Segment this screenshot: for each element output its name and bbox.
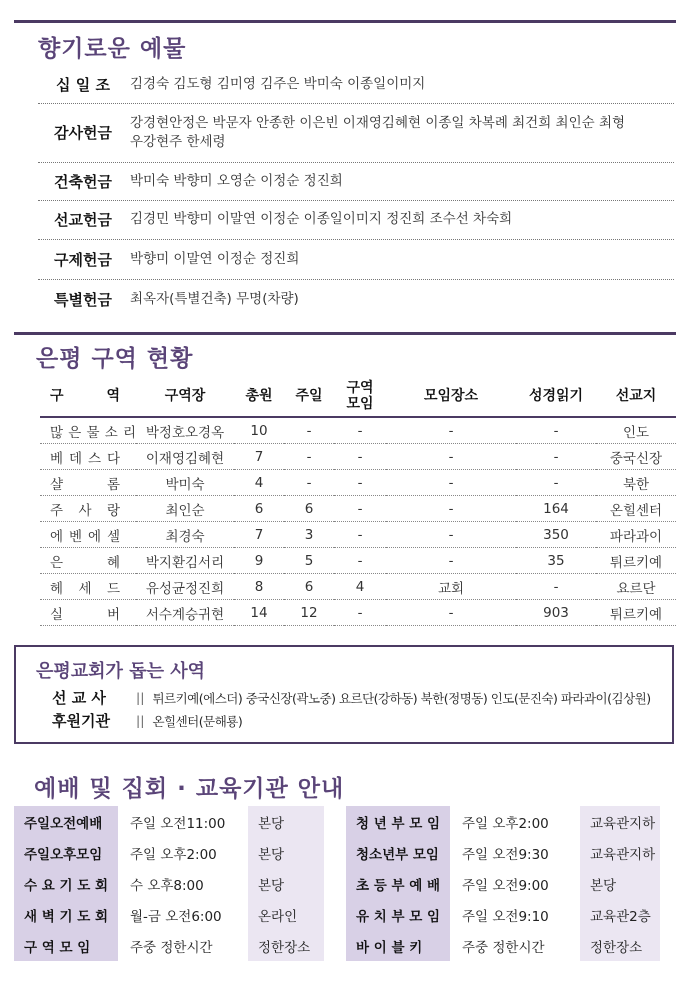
district-leader: 박미숙 (136, 470, 234, 496)
col-place: 모임장소 (386, 376, 516, 417)
district-meeting: - (334, 600, 386, 626)
schedule-label: 청 년 부 모 임 (346, 806, 450, 837)
top-rule (14, 20, 676, 23)
schedule-label: 청소년부 모임 (346, 837, 450, 868)
district-sunday: 6 (284, 574, 334, 600)
schedule-title: 예배 및 집회 · 교육기관 안내 (34, 776, 345, 802)
district-meeting: - (334, 470, 386, 496)
district-place: - (386, 522, 516, 548)
offerings-title: 향기로운 예물 (38, 36, 187, 62)
mission-row-sponsors (52, 710, 242, 731)
district-meeting: - (334, 548, 386, 574)
district-sunday: - (284, 470, 334, 496)
schedule-time: 주일 오전11:00 (118, 806, 248, 837)
schedule-time: 주중 정한시간 (118, 930, 248, 961)
table-header-row (40, 376, 676, 417)
schedule-label: 유 치 부 모 임 (346, 899, 450, 930)
mission-text: 튀르키예(에스더) 중국신장(곽노중) 요르단(강하동) 북한(정명동) 인도(문진숙) 파라과이(김상원) (152, 690, 651, 706)
district-name (40, 470, 136, 496)
schedule-label: 바 이 블 키 (346, 930, 450, 961)
district-place: - (386, 417, 516, 444)
district-name (40, 600, 136, 626)
schedule-place: 교육관지하 (580, 837, 660, 868)
district-place: - (386, 470, 516, 496)
offering-names: 박미숙 박향미 오영순 이정순 정진희 (130, 172, 343, 189)
schedule-label: 수 요 기 도 회 (14, 868, 118, 899)
schedule-time: 주일 오전9:00 (450, 868, 580, 899)
table-row (40, 496, 676, 522)
district-sunday: - (284, 417, 334, 444)
district-name-text: 은 혜 (50, 554, 120, 571)
table-row (40, 600, 676, 626)
offering-names: 강경현안정은 박문자 안종한 이은빈 이재영김혜현 이종일 차복례 최건희 최인순 최형우강현주 한세령 (130, 114, 626, 150)
districts-rule (14, 332, 676, 335)
offering-label: 선교헌금 (54, 211, 112, 229)
mission-label: 선 교 사 (52, 689, 106, 707)
schedule-place: 온라인 (248, 899, 324, 930)
district-total: 7 (234, 444, 284, 470)
district-name-text: 실 버 (50, 606, 120, 623)
offering-row-building (38, 162, 674, 201)
table-row (40, 417, 676, 444)
district-bible: - (516, 444, 596, 470)
schedule-place: 정한장소 (580, 930, 660, 961)
offering-label: 특별헌금 (54, 290, 112, 309)
offering-label: 구제헌금 (54, 250, 112, 269)
district-leader: 서수계승귀현 (136, 600, 234, 626)
district-bible: 903 (516, 600, 596, 626)
district-bible: 350 (516, 522, 596, 548)
offering-row-thanks (38, 103, 674, 163)
district-meeting: - (334, 417, 386, 444)
district-mission: 튀르키예 (596, 600, 676, 626)
district-mission: 중국신장 (596, 444, 676, 470)
schedule-place: 정한장소 (248, 930, 324, 961)
district-name-text: 주 사 랑 (50, 502, 120, 519)
district-leader: 박지환김서리 (136, 548, 234, 574)
district-total: 4 (234, 470, 284, 496)
district-mission: 요르단 (596, 574, 676, 600)
mission-label: 후원기관 (52, 712, 110, 730)
district-sunday: - (284, 444, 334, 470)
offering-label: 감사헌금 (54, 124, 112, 142)
schedule-label: 주일오후모임 (14, 837, 118, 868)
district-sunday: 5 (284, 548, 334, 574)
schedule-place: 본당 (248, 806, 324, 837)
district-total: 6 (234, 496, 284, 522)
district-name-text: 베 데 스 다 (50, 450, 120, 467)
district-name-text: 샬 롬 (50, 476, 120, 493)
district-total: 7 (234, 522, 284, 548)
offering-row-tithe (38, 66, 674, 104)
schedule-place: 교육관지하 (580, 806, 660, 837)
schedule-label: 새 벽 기 도 회 (14, 899, 118, 930)
district-total: 14 (234, 600, 284, 626)
separator: || (136, 690, 145, 705)
mission-title: 은평교회가 돕는 사역 (36, 661, 206, 682)
district-mission: 파라과이 (596, 522, 676, 548)
district-mission: 인도 (596, 417, 676, 444)
districts-title: 은평 구역 현황 (36, 346, 194, 372)
district-meeting: 4 (334, 574, 386, 600)
schedule-time: 주중 정한시간 (450, 930, 580, 961)
mission-text: 온힐센터(문해룡) (152, 713, 243, 729)
schedule-label: 주일오전예배 (14, 806, 118, 837)
district-total: 8 (234, 574, 284, 600)
schedule-label: 초 등 부 예 배 (346, 868, 450, 899)
district-sunday: 3 (284, 522, 334, 548)
mission-box (14, 645, 674, 744)
district-bible: - (516, 470, 596, 496)
schedule-time: 주일 오후2:00 (450, 806, 580, 837)
schedule-place: 본당 (248, 868, 324, 899)
table-row (40, 522, 676, 548)
district-name-text: 많 은 물 소 리 (50, 424, 136, 441)
schedule-place: 본당 (580, 868, 660, 899)
schedule-time: 주일 오전9:30 (450, 837, 580, 868)
col-bible: 성경읽기 (516, 376, 596, 417)
district-place: - (386, 496, 516, 522)
col-mission: 선교지 (596, 376, 676, 417)
table-row (40, 470, 676, 496)
schedule-left (14, 806, 324, 961)
district-name (40, 444, 136, 470)
district-total: 9 (234, 548, 284, 574)
district-meeting: - (334, 496, 386, 522)
district-name (40, 548, 136, 574)
col-total: 총원 (234, 376, 284, 417)
district-bible: - (516, 417, 596, 444)
district-name (40, 522, 136, 548)
separator: || (136, 713, 145, 728)
offering-label: 건축헌금 (54, 172, 112, 191)
district-sunday: 12 (284, 600, 334, 626)
district-meeting: - (334, 522, 386, 548)
offering-row-special (38, 279, 674, 319)
schedule-label: 구 역 모 임 (14, 930, 118, 961)
district-leader: 최인순 (136, 496, 234, 522)
schedule-time: 주일 오전9:10 (450, 899, 580, 930)
schedule-time: 주일 오후2:00 (118, 837, 248, 868)
offering-row-mission (38, 200, 674, 240)
offering-names: 최옥자(특별건축) 무명(차량) (130, 290, 299, 307)
district-name-text: 에 벤 에 셀 (50, 528, 120, 545)
district-mission: 온힐센터 (596, 496, 676, 522)
table-row (40, 444, 676, 470)
schedule-right (346, 806, 660, 961)
district-sunday: 6 (284, 496, 334, 522)
col-leader: 구역장 (136, 376, 234, 417)
offering-names: 김경숙 김도형 김미영 김주은 박미숙 이종일이미지 (130, 76, 426, 92)
district-name (40, 417, 136, 444)
district-leader: 최경숙 (136, 522, 234, 548)
district-mission: 북한 (596, 470, 676, 496)
district-bible: 35 (516, 548, 596, 574)
district-name (40, 496, 136, 522)
district-mission: 튀르키예 (596, 548, 676, 574)
district-place: 교회 (386, 574, 516, 600)
district-place: - (386, 548, 516, 574)
district-name (40, 574, 136, 600)
district-meeting: - (334, 444, 386, 470)
schedule-time: 월-금 오전6:00 (118, 899, 248, 930)
offering-names: 김경민 박향미 이말연 이정순 이종일이미지 정진희 조수선 차숙희 (130, 211, 513, 227)
district-leader: 이재영김혜현 (136, 444, 234, 470)
table-row (40, 574, 676, 600)
mission-row-missionaries (52, 687, 651, 708)
offering-label: 십 일 조 (56, 76, 110, 94)
schedule-place: 본당 (248, 837, 324, 868)
schedule-place: 교육관2층 (580, 899, 660, 930)
district-place: - (386, 600, 516, 626)
district-leader: 유성균정진희 (136, 574, 234, 600)
col-sunday: 주일 (284, 376, 334, 417)
district-name-text: 헤 세 드 (50, 580, 120, 597)
district-leader: 박정호오경옥 (136, 417, 234, 444)
col-meeting: 구역 모임 (334, 376, 386, 417)
district-bible: 164 (516, 496, 596, 522)
col-district: 구 역 (40, 376, 136, 417)
schedule-time: 수 오후8:00 (118, 868, 248, 899)
offering-row-relief (38, 239, 674, 280)
district-total: 10 (234, 417, 284, 444)
offering-names: 박향미 이말연 이정순 정진희 (130, 250, 300, 267)
table-row (40, 548, 676, 574)
district-bible: - (516, 574, 596, 600)
district-place: - (386, 444, 516, 470)
districts-table (40, 376, 676, 626)
